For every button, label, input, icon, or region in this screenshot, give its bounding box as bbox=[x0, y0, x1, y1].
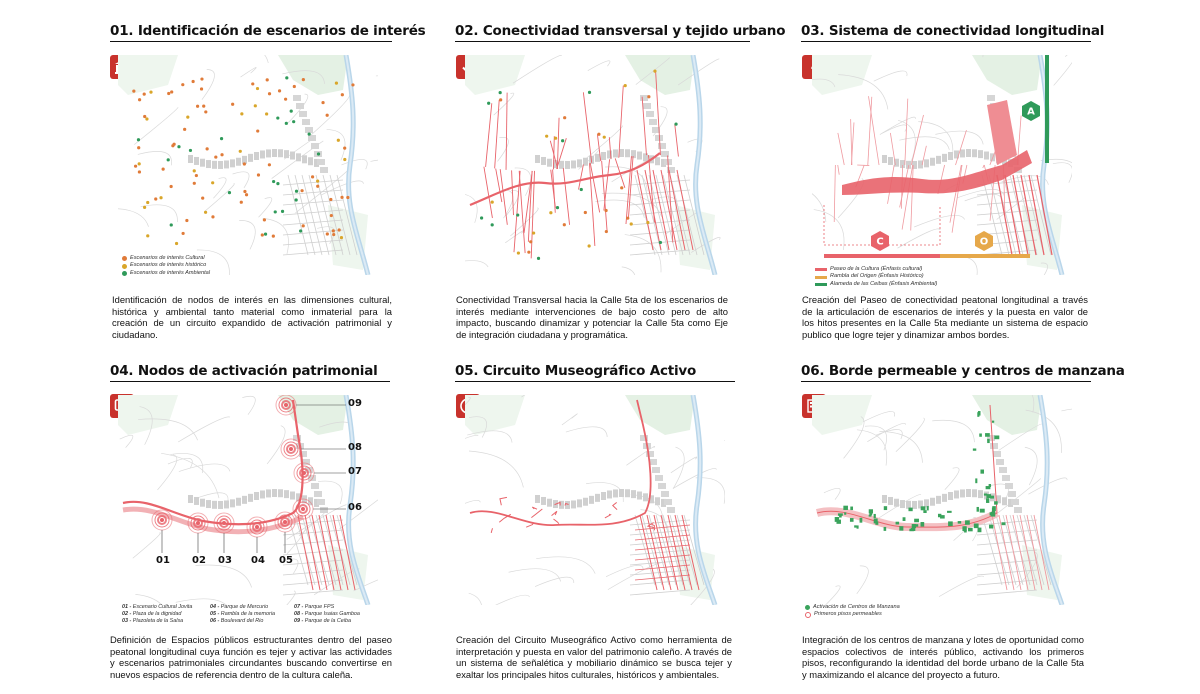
sector-marker: A bbox=[1027, 106, 1035, 118]
panel-description: Definición de Espacios públicos estructurantes dentro del paseo peatonal longitudinal cuya función es tejer y activar las actividades y escenarios patrimoniales circundantes buscando convertirse en nuevos espacios de referencia dentro de la cultura caleña. bbox=[110, 634, 392, 680]
map-conectividad-transversal bbox=[465, 55, 725, 275]
legend-item-node: 02 - Plaza de la dignidad bbox=[122, 611, 182, 618]
panel-description: Creación del Paseo de conectividad peatonal longitudinal a través de la articulación de escenarios de interés y la puesta en valor de los hitos presentes en la Calle 5ta mediante un sistema de espacio publico que logre tejer y dinamizar ambos bordes. bbox=[802, 294, 1088, 340]
legend-item-node: 03 - Plazoleta de la Salsa bbox=[122, 618, 184, 625]
panel-title: 02. Conectividad transversal y tejido urbano bbox=[455, 23, 786, 39]
node-label: 03 bbox=[218, 555, 232, 566]
panel-description: Conectividad Transversal hacia la Calle 5ta de los escenarios de interés mediante intervenciones de bajo costo pero de alto impacto, buscando dinamizar y potenciar la Calle 5ta como Eje de integración ciudadana y programática. bbox=[456, 294, 728, 340]
node-label: 07 bbox=[348, 466, 362, 477]
panel-title: 03. Sistema de conectividad longitudinal bbox=[801, 23, 1105, 39]
map-conectividad-longitudinal bbox=[812, 55, 1072, 275]
legend-01 bbox=[122, 255, 210, 277]
panel-03 bbox=[801, 22, 1105, 42]
panel-title: 04. Nodos de activación patrimonial bbox=[110, 363, 378, 379]
node-label: 01 bbox=[156, 555, 170, 566]
panel-06 bbox=[801, 362, 1125, 382]
legend-item-node: 01 - Escenario Cultural Jovita bbox=[122, 604, 193, 610]
title-underline bbox=[110, 381, 390, 382]
node-label: 04 bbox=[251, 555, 265, 566]
panel-05 bbox=[455, 362, 735, 382]
legend-item-node: 06 - Boulevard del Rio bbox=[210, 618, 264, 625]
legend-item-node: 05 - Rambla de la memoria bbox=[210, 611, 276, 618]
legend-item-node: 08 - Parque Isaias Gamboa bbox=[294, 611, 360, 618]
map-nodos bbox=[118, 395, 378, 605]
title-underline bbox=[455, 381, 735, 382]
node-label: 05 bbox=[279, 555, 293, 566]
legend-item-paseo: Paseo de la Cultura (Énfasis cultural) bbox=[815, 266, 937, 273]
panel-title: 01. Identificación de escenarios de interés bbox=[110, 23, 426, 39]
legend-item-rambla: Rambla del Origen (Énfasis Histórico) bbox=[815, 273, 937, 280]
title-underline bbox=[110, 41, 392, 42]
panel-04 bbox=[110, 362, 390, 382]
legend-item-node: 04 - Parque de Mercurio bbox=[210, 604, 269, 610]
sector-marker: O bbox=[979, 236, 989, 248]
node-label: 09 bbox=[348, 398, 362, 409]
legend-item-node: 07 - Parque FPS bbox=[294, 604, 335, 610]
legend-03 bbox=[815, 266, 937, 288]
node-label: 08 bbox=[348, 442, 362, 453]
panel-01 bbox=[110, 22, 426, 42]
map-escenarios bbox=[118, 55, 378, 275]
node-label: 06 bbox=[348, 502, 362, 513]
panel-description: Integración de los centros de manzana y lotes de oportunidad como espacios colectivos de interés público, activando los primeros pisos, reconfigurando la identidad del borde urbano de la Calle 5ta y maximizando el alcance del proyecto a futuro. bbox=[802, 634, 1084, 680]
legend-item-primeros-pisos: Primeros pisos permeables bbox=[805, 611, 900, 618]
legend-item-ambiental: Escenarios de interés Ambiental bbox=[122, 270, 210, 277]
panel-title: 05. Circuito Museográfico Activo bbox=[455, 363, 697, 379]
panel-description: Creación del Circuito Museográfico Activo como herramienta de interpretación y puesta en valor del patrimonio caleño. A través de un sistema de señalética y mobiliario dinámico se busca tejer y exaltar los principales hitos culturales, históricos y ambientales. bbox=[456, 634, 732, 680]
node-label: 02 bbox=[192, 555, 206, 566]
legend-item-node: 09 - Parque de la Ceiba bbox=[294, 618, 351, 625]
legend-item-historico: Escenarios de interés histórico bbox=[122, 262, 210, 269]
legend-item-alameda: Alameda de las Ceibas (Énfasis Ambiental) bbox=[815, 281, 937, 288]
title-underline bbox=[455, 41, 750, 42]
map-circuito-museografico bbox=[465, 395, 725, 605]
panel-title: 06. Borde permeable y centros de manzana bbox=[801, 363, 1125, 379]
title-underline bbox=[801, 41, 1091, 42]
title-underline bbox=[801, 381, 1091, 382]
panel-02 bbox=[455, 22, 786, 42]
sector-marker: C bbox=[876, 236, 884, 248]
legend-item-cultural: Escenarios de interés Cultural bbox=[122, 255, 210, 262]
legend-item-centros: Activación de Centros de Manzana bbox=[805, 604, 900, 611]
legend-06 bbox=[805, 604, 900, 619]
map-borde-permeable bbox=[812, 395, 1072, 605]
panel-description: Identificación de nodos de interés en las dimensiones cultural, histórica y ambiental tanto material como inmaterial para la creación de un circuito expandido de activación patrimonial y ciudadano. bbox=[112, 294, 392, 340]
legend-04 bbox=[122, 604, 374, 626]
